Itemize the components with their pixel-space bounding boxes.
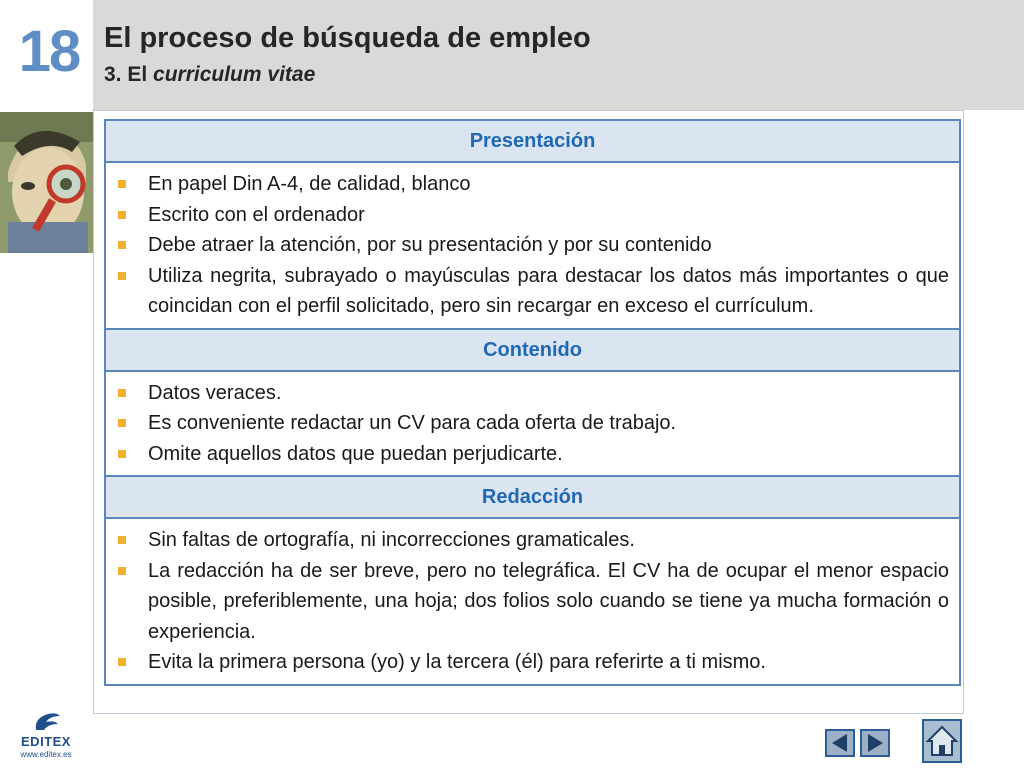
header-band bbox=[93, 0, 1024, 110]
logo-name: EDITEX bbox=[21, 734, 71, 749]
list-item: Omite aquellos datos que puedan perjudicarte. bbox=[116, 439, 949, 470]
logo-url: www.editex.es bbox=[20, 750, 72, 759]
home-button[interactable] bbox=[922, 719, 962, 763]
arrow-left-icon bbox=[827, 731, 853, 755]
bullet-icon bbox=[118, 180, 126, 188]
list-item: Escrito con el ordenador bbox=[116, 200, 949, 231]
subtitle-italic: curriculum vitae bbox=[153, 63, 316, 86]
list-item: Es conveniente redactar un CV para cada oferta de trabajo. bbox=[116, 408, 949, 439]
cv-table bbox=[104, 119, 961, 686]
previous-slide-button[interactable] bbox=[825, 729, 855, 757]
home-icon bbox=[924, 721, 960, 761]
page-title: El proceso de búsqueda de empleo bbox=[104, 22, 591, 54]
list-item: Sin faltas de ortografía, ni incorrecciones gramaticales. bbox=[116, 525, 949, 556]
bullet-icon bbox=[118, 389, 126, 397]
bullet-icon bbox=[118, 450, 126, 458]
list-item: En papel Din A-4, de calidad, blanco bbox=[116, 169, 949, 200]
chapter-number: 18 bbox=[18, 19, 80, 84]
editex-logo bbox=[14, 708, 78, 764]
magnifier-person-illustration bbox=[0, 112, 93, 253]
bullet-icon bbox=[118, 241, 126, 249]
bullet-icon bbox=[118, 567, 126, 575]
section-header-presentacion: Presentación bbox=[106, 121, 959, 163]
arrow-right-icon bbox=[862, 731, 888, 755]
bullet-icon bbox=[118, 419, 126, 427]
next-slide-button[interactable] bbox=[860, 729, 890, 757]
section-body-redaccion bbox=[106, 519, 959, 684]
section-body-contenido bbox=[106, 372, 959, 478]
list-item: Utiliza negrita, subrayado o mayúsculas para destacar los datos más importantes o que coincidan con el perfil solicitado, pero sin recargar en exceso el currículum. bbox=[116, 261, 949, 322]
editex-logo-icon bbox=[14, 708, 78, 734]
section-header-redaccion: Redacción bbox=[106, 477, 959, 519]
section-header-contenido: Contenido bbox=[106, 330, 959, 372]
list-item: La redacción ha de ser breve, pero no telegráfica. El CV ha de ocupar el menor espacio posible, preferiblemente, una hoja; dos folios solo cuando se tiene ya mucha formación o experiencia. bbox=[116, 556, 949, 648]
list-item: Evita la primera persona (yo) y la tercera (él) para referirte a ti mismo. bbox=[116, 647, 949, 678]
section-body-presentacion bbox=[106, 163, 959, 330]
bullet-icon bbox=[118, 536, 126, 544]
bullet-icon bbox=[118, 272, 126, 280]
list-item: Debe atraer la atención, por su presentación y por su contenido bbox=[116, 230, 949, 261]
bullet-icon bbox=[118, 211, 126, 219]
page-subtitle bbox=[104, 63, 315, 87]
subtitle-prefix: 3. El bbox=[104, 63, 154, 86]
bullet-icon bbox=[118, 658, 126, 666]
list-item: Datos veraces. bbox=[116, 378, 949, 409]
